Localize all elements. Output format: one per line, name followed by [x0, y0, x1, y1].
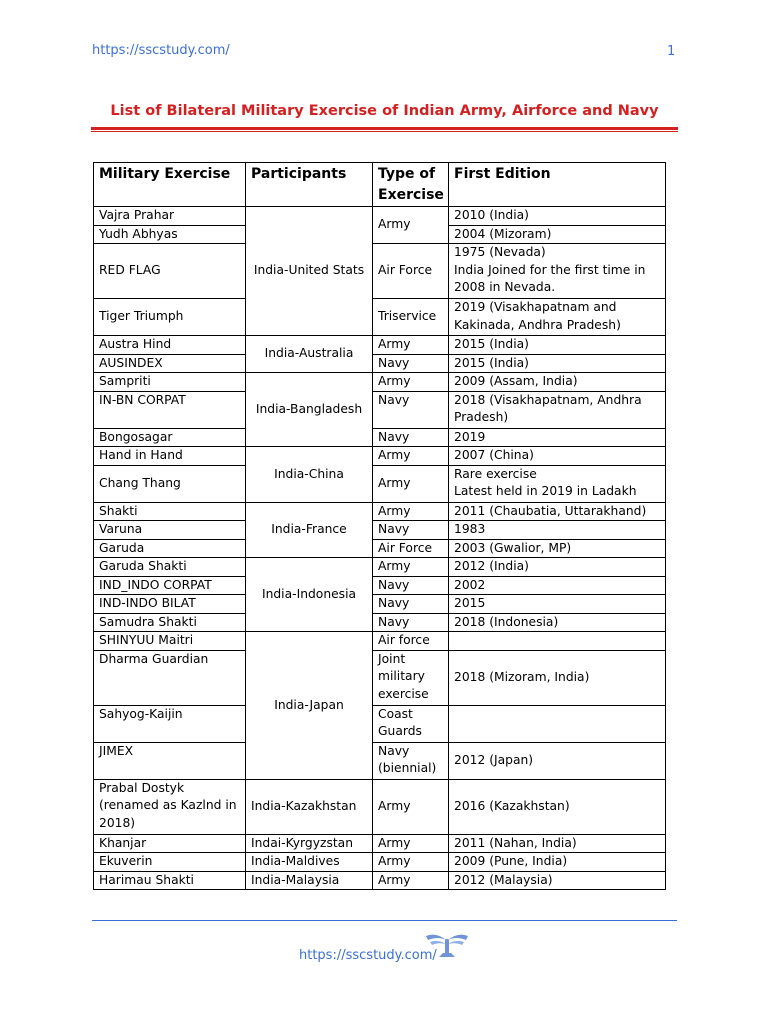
title-underline-thin	[91, 131, 678, 132]
first-edition: Rare exercise Latest held in 2019 in Ladakh	[449, 465, 666, 502]
exercise-name: Garuda Shakti	[94, 558, 246, 577]
table-row	[94, 742, 666, 779]
table-row	[94, 834, 666, 853]
exercise-type: Triservice	[373, 299, 449, 336]
exercise-type: Army	[373, 373, 449, 392]
exercise-type: Army	[373, 779, 449, 834]
exercise-type: Navy	[373, 391, 449, 428]
table-row	[94, 650, 666, 705]
table-row	[94, 595, 666, 614]
first-edition	[449, 632, 666, 651]
exercise-name: Prabal Dostyk (renamed as Kazlnd in 2018)	[94, 779, 246, 834]
header-url-link[interactable]: https://sscstudy.com/	[92, 43, 230, 58]
exercise-name: IN-BN CORPAT	[94, 391, 246, 428]
table-row	[94, 244, 666, 299]
exercise-type: Army	[373, 447, 449, 466]
exercise-type: Navy	[373, 521, 449, 540]
participants-cell: India-Bangladesh	[246, 373, 373, 447]
participants-cell: India-China	[246, 447, 373, 503]
exercise-type: Navy (biennial)	[373, 742, 449, 779]
participants-cell: India-Malaysia	[246, 871, 373, 890]
exercise-name: Bongosagar	[94, 428, 246, 447]
exercise-type: Navy	[373, 576, 449, 595]
exercise-name: Shakti	[94, 502, 246, 521]
sscstudy-logo-icon	[424, 930, 470, 962]
exercise-name: IND_INDO CORPAT	[94, 576, 246, 595]
table-row	[94, 336, 666, 355]
first-edition: 2011 (Nahan, India)	[449, 834, 666, 853]
exercise-name: Chang Thang	[94, 465, 246, 502]
exercise-type: Army	[373, 834, 449, 853]
col-header-first-edition: First Edition	[449, 163, 666, 207]
exercise-type: Army	[373, 465, 449, 502]
table-row	[94, 502, 666, 521]
first-edition	[449, 705, 666, 742]
table-row	[94, 207, 666, 226]
col-header-type: Type of Exercise	[373, 163, 449, 207]
table-row	[94, 373, 666, 392]
first-edition: 1983	[449, 521, 666, 540]
exercise-type: Air Force	[373, 244, 449, 299]
table-row	[94, 299, 666, 336]
exercise-type: Army	[373, 853, 449, 872]
footer-url-link[interactable]: https://sscstudy.com/	[299, 948, 437, 963]
col-header-participants: Participants	[246, 163, 373, 207]
first-edition: 2012 (India)	[449, 558, 666, 577]
table-row	[94, 576, 666, 595]
table-row	[94, 465, 666, 502]
first-edition: 2018 (Visakhapatnam, Andhra Pradesh)	[449, 391, 666, 428]
exercise-name: SHINYUU Maitri	[94, 632, 246, 651]
exercise-type: Army	[373, 336, 449, 355]
document-title: List of Bilateral Military Exercise of Indian Army, Airforce and Navy	[110, 103, 659, 119]
exercise-type: Navy	[373, 595, 449, 614]
participants-cell: India-Australia	[246, 336, 373, 373]
exercise-name: Tiger Triumph	[94, 299, 246, 336]
exercise-name: Harimau Shakti	[94, 871, 246, 890]
first-edition: 2010 (India)	[449, 207, 666, 226]
table-row	[94, 558, 666, 577]
first-edition: 2003 (Gwalior, MP)	[449, 539, 666, 558]
table-row	[94, 779, 666, 834]
first-edition: 2015	[449, 595, 666, 614]
exercise-type: Navy	[373, 428, 449, 447]
first-edition: 2011 (Chaubatia, Uttarakhand)	[449, 502, 666, 521]
table-row	[94, 521, 666, 540]
exercise-type: Navy	[373, 354, 449, 373]
first-edition: 2009 (Assam, India)	[449, 373, 666, 392]
table-row	[94, 354, 666, 373]
first-edition: 2002	[449, 576, 666, 595]
exercise-table	[93, 162, 666, 890]
exercise-type: Coast Guards	[373, 705, 449, 742]
table-row	[94, 428, 666, 447]
exercise-name: Sahyog-Kaijin	[94, 705, 246, 742]
participants-cell: India-United Stats	[246, 207, 373, 336]
participants-cell: India-France	[246, 502, 373, 558]
first-edition: 2012 (Malaysia)	[449, 871, 666, 890]
first-edition: 2009 (Pune, India)	[449, 853, 666, 872]
table-row	[94, 539, 666, 558]
exercise-name: Khanjar	[94, 834, 246, 853]
page-number: 1	[667, 44, 676, 59]
title-underline	[91, 127, 678, 130]
exercise-type: Joint military exercise	[373, 650, 449, 705]
participants-cell: India-Indonesia	[246, 558, 373, 632]
exercise-type: Navy	[373, 613, 449, 632]
participants-cell: Indai-Kyrgyzstan	[246, 834, 373, 853]
exercise-name: Hand in Hand	[94, 447, 246, 466]
exercise-name: AUSINDEX	[94, 354, 246, 373]
first-edition: 2015 (India)	[449, 336, 666, 355]
first-edition: 2018 (Indonesia)	[449, 613, 666, 632]
table-row	[94, 632, 666, 651]
exercise-name: Samudra Shakti	[94, 613, 246, 632]
exercise-name: RED FLAG	[94, 244, 246, 299]
table-row	[94, 447, 666, 466]
footer-divider	[92, 920, 677, 921]
participants-cell: India-Kazakhstan	[246, 779, 373, 834]
first-edition: 2019	[449, 428, 666, 447]
first-edition: 2016 (Kazakhstan)	[449, 779, 666, 834]
table-row	[94, 853, 666, 872]
participants-cell: India-Japan	[246, 632, 373, 780]
exercise-name: Austra Hind	[94, 336, 246, 355]
first-edition: 2004 (Mizoram)	[449, 225, 666, 244]
table-row	[94, 613, 666, 632]
exercise-name: Sampriti	[94, 373, 246, 392]
first-edition: 2019 (Visakhapatnam and Kakinada, Andhra Pradesh)	[449, 299, 666, 336]
exercise-type: Air Force	[373, 539, 449, 558]
exercise-name: Varuna	[94, 521, 246, 540]
participants-cell: India-Maldives	[246, 853, 373, 872]
first-edition: 2007 (China)	[449, 447, 666, 466]
col-header-exercise: Military Exercise	[94, 163, 246, 207]
exercise-name: JIMEX	[94, 742, 246, 779]
table-row	[94, 871, 666, 890]
exercise-type: Army	[373, 558, 449, 577]
exercise-name: Vajra Prahar	[94, 207, 246, 226]
exercise-type: Air force	[373, 632, 449, 651]
first-edition: 2015 (India)	[449, 354, 666, 373]
exercise-type: Army	[373, 207, 449, 244]
table-header-row	[94, 163, 666, 207]
table-row	[94, 391, 666, 428]
first-edition: 2018 (Mizoram, India)	[449, 650, 666, 705]
exercise-name: Ekuverin	[94, 853, 246, 872]
exercise-type: Army	[373, 502, 449, 521]
exercise-type: Army	[373, 871, 449, 890]
exercise-name: IND-INDO BILAT	[94, 595, 246, 614]
first-edition: 1975 (Nevada) India Joined for the first time in 2008 in Nevada.	[449, 244, 666, 299]
exercise-name: Yudh Abhyas	[94, 225, 246, 244]
exercise-name: Dharma Guardian	[94, 650, 246, 705]
exercise-name: Garuda	[94, 539, 246, 558]
first-edition: 2012 (Japan)	[449, 742, 666, 779]
table-row	[94, 705, 666, 742]
